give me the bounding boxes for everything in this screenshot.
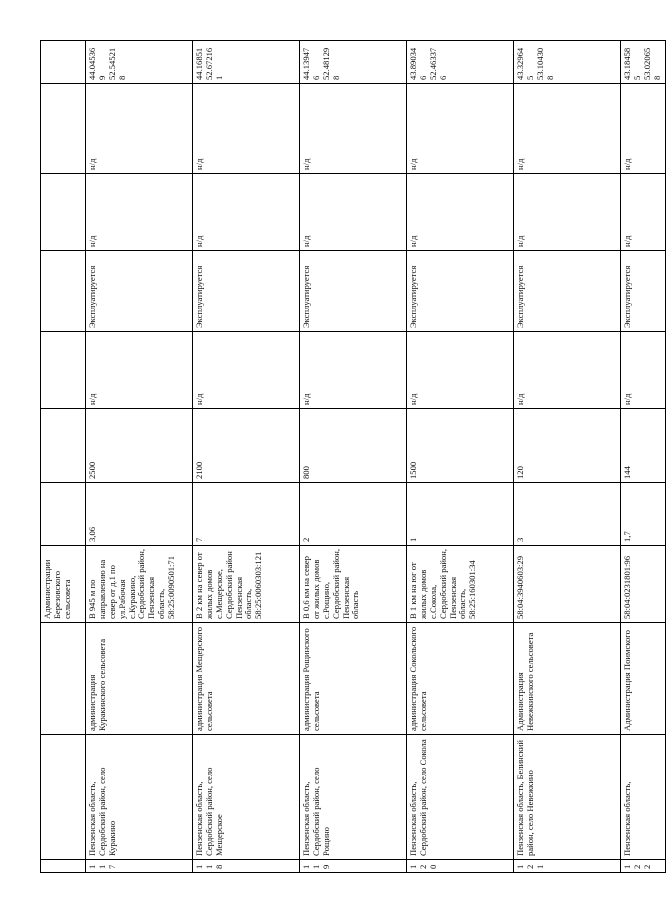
rotated-table-container	[40, 41, 662, 873]
cell-c6: 120	[514, 409, 621, 483]
cell-c9: н/д	[300, 174, 407, 251]
cell-c7: н/д	[193, 332, 300, 409]
cell-c7: н/д	[621, 332, 666, 409]
cell-c9: н/д	[514, 174, 621, 251]
cell-owner	[41, 623, 86, 735]
table-row	[193, 41, 300, 873]
cell-c10: н/д	[300, 84, 407, 174]
cell-owner: Администрация Поимского	[621, 623, 666, 735]
cell-location: Пензенская область, Сердобский район, село Рощино	[300, 735, 407, 860]
cell-num: 117	[86, 860, 193, 873]
cell-coords: 43.329645 53.104308	[514, 41, 621, 84]
cell-address: В 1 км на юг от жилых домов с.Сокола, Сердобский район, Пензенская область, 58:25:160301:34	[407, 546, 514, 623]
cell-c9: н/д	[193, 174, 300, 251]
cell-owner: администрация Куракинского сельсовета	[86, 623, 193, 735]
cell-c10: н/д	[407, 84, 514, 174]
cell-address: В 945 м по направлению на север от д.1 по ул.Рабочая с.Куракино, Сердобский район, Пензенская область, 58:25:0090501:71	[86, 546, 193, 623]
cell-c7: н/д	[407, 332, 514, 409]
cell-num: 122	[621, 860, 666, 873]
cell-location: Пензенская область, Сердобский район, село Сокола	[407, 735, 514, 860]
cell-c9	[41, 174, 86, 251]
water-objects-table	[40, 40, 666, 873]
cell-c8	[41, 251, 86, 332]
table-row	[41, 41, 86, 873]
cell-owner: администрация Рощинского сельсовета	[300, 623, 407, 735]
cell-location: Пензенская область, Белинский район, село Невежкино	[514, 735, 621, 860]
cell-address: Администрации Березовского сельсовета	[41, 546, 86, 623]
cell-coords: 44.045369 52.545218	[86, 41, 193, 84]
cell-c10	[41, 84, 86, 174]
cell-c8: Эксплуатируется	[86, 251, 193, 332]
cell-c5: 7	[193, 483, 300, 546]
cell-c6	[41, 409, 86, 483]
cell-c6: 1500	[407, 409, 514, 483]
table-row	[407, 41, 514, 873]
cell-address: В 2 км на север от жилых домов с.Мещерское, Сердобский район Пензенская область, 58:25:0060303:121	[193, 546, 300, 623]
cell-owner: Администрация Невежкинского сельсовета	[514, 623, 621, 735]
cell-address: В 0,6 км на север от жилых домов с.Рощино, Сердобский район, Пензенская область	[300, 546, 407, 623]
cell-c6: 800	[300, 409, 407, 483]
cell-c8: Эксплуатируется	[514, 251, 621, 332]
cell-c8: Эксплуатируется	[621, 251, 666, 332]
cell-coords: 43.184585 53.020658	[621, 41, 666, 84]
cell-address: 58:04:0231801:96	[621, 546, 666, 623]
cell-num: 120	[407, 860, 514, 873]
cell-c8: Эксплуатируется	[300, 251, 407, 332]
cell-c5: 1,7	[621, 483, 666, 546]
cell-num: 118	[193, 860, 300, 873]
cell-c7: н/д	[86, 332, 193, 409]
cell-location: Пензенская область, Сердобский район, село Мещерское	[193, 735, 300, 860]
table-row	[621, 41, 666, 873]
table-row	[514, 41, 621, 873]
cell-owner: администрация Мещерского сельсовета	[193, 623, 300, 735]
cell-owner: администрация Сокольского сельсовета	[407, 623, 514, 735]
cell-c7: н/д	[514, 332, 621, 409]
cell-c6: 2100	[193, 409, 300, 483]
cell-num: 121	[514, 860, 621, 873]
cell-c8: Эксплуатируется	[407, 251, 514, 332]
cell-c9: н/д	[86, 174, 193, 251]
cell-c9: н/д	[407, 174, 514, 251]
cell-c7: н/д	[300, 332, 407, 409]
cell-c10: н/д	[621, 84, 666, 174]
table-body	[41, 41, 666, 873]
cell-coords	[41, 41, 86, 84]
cell-c5: 3	[514, 483, 621, 546]
cell-c7	[41, 332, 86, 409]
cell-c5: 1	[407, 483, 514, 546]
cell-c10: н/д	[514, 84, 621, 174]
cell-num	[41, 860, 86, 873]
cell-c9: н/д	[621, 174, 666, 251]
cell-address: 58:04:3940603:29	[514, 546, 621, 623]
cell-location: Пензенская область, Сердобский район, село Куракино	[86, 735, 193, 860]
cell-c10: н/д	[193, 84, 300, 174]
cell-coords: 43.890346 52.463376	[407, 41, 514, 84]
cell-c5	[41, 483, 86, 546]
cell-coords: 44.139476 52.481298	[300, 41, 407, 84]
cell-num: 119	[300, 860, 407, 873]
table-row	[86, 41, 193, 873]
cell-location	[41, 735, 86, 860]
cell-c6: 144	[621, 409, 666, 483]
table-row	[300, 41, 407, 873]
cell-location: Пензенская область,	[621, 735, 666, 860]
cell-c6: 2500	[86, 409, 193, 483]
cell-coords: 44.16851 52.672161	[193, 41, 300, 84]
cell-c10: н/д	[86, 84, 193, 174]
cell-c8: Эксплуатируется	[193, 251, 300, 332]
cell-c5: 3,06	[86, 483, 193, 546]
cell-c5: 2	[300, 483, 407, 546]
